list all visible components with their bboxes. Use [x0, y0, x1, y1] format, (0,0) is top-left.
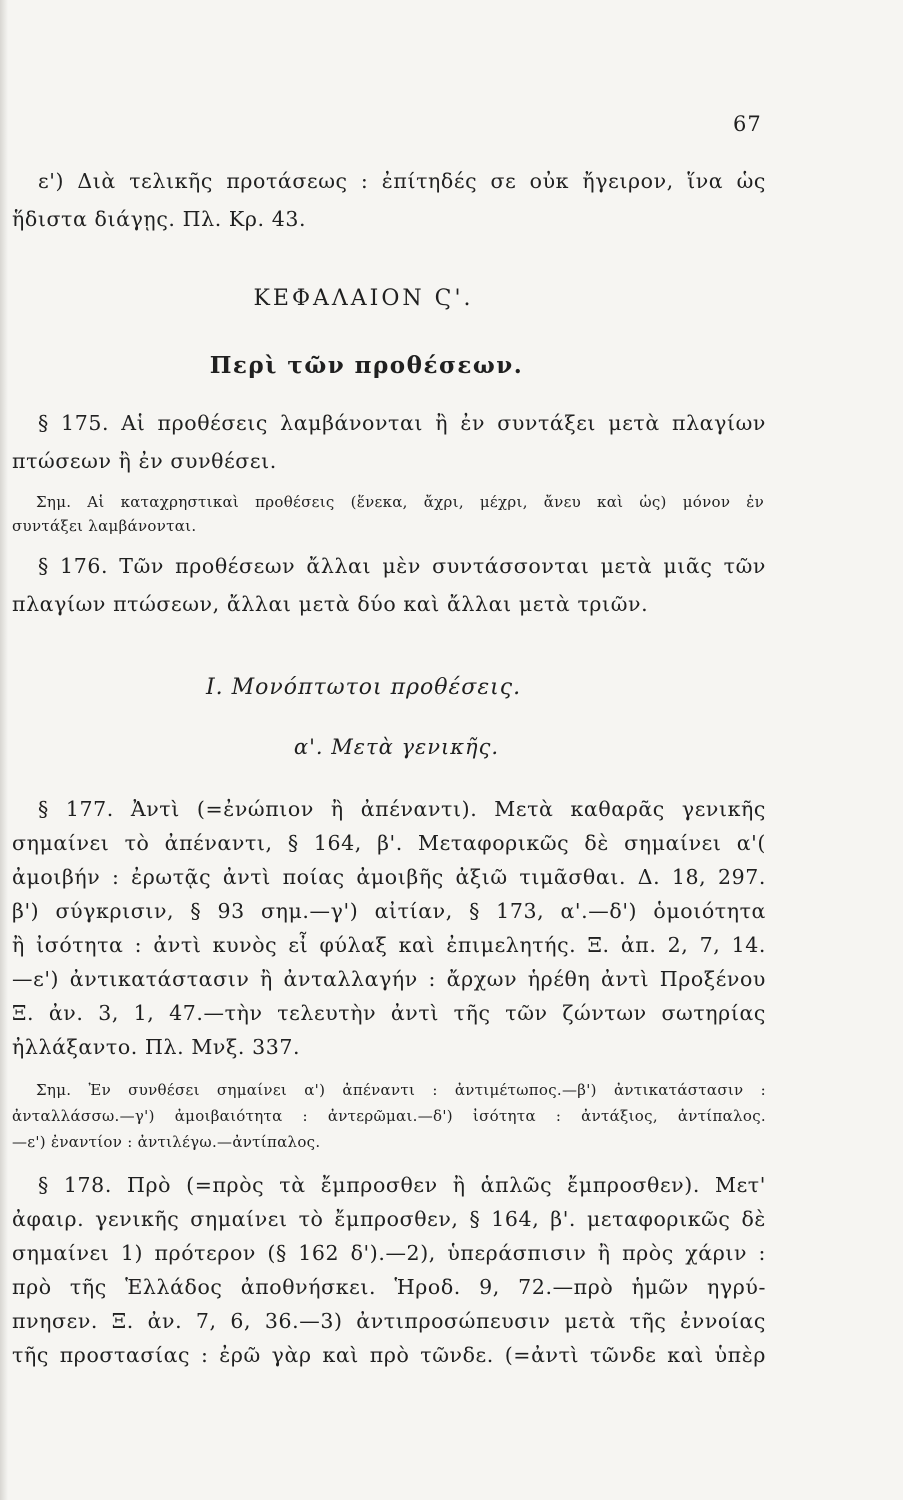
chapter-title: ΚΕΦΑΛΑΙΟΝ Ϛ'. — [253, 286, 474, 311]
paragraph-177-line: ἠλλάξαντο. Πλ. Μνξ. 337. — [12, 1035, 301, 1059]
paragraph-177-line: ἢ ἰσότητα : ἀντὶ κυνὸς εἶ φύλαξ καὶ ἐπιμελητής. Ξ. ἀπ. 2, 7, 14. — [12, 933, 766, 957]
paragraph-178-line: § 178. Πρὸ (=πρὸς τὰ ἔμπροσθεν ἢ ἁπλῶς ἔμπροσθεν). Μετ' — [38, 1173, 766, 1197]
text-line: ἥδιστα διάγῃς. Πλ. Κρ. 43. — [12, 207, 307, 231]
paragraph-177-line: β') σύγκρισιν, § 93 σημ.—γ') αἰτίαν, § 173, α'.—δ') ὁμοιότητα — [12, 899, 766, 923]
paragraph-178-line: σημαίνει 1) πρότερον (§ 162 δ').—2), ὑπεράσπισιν ἢ πρὸς χάριν : — [12, 1241, 766, 1265]
paragraph-175-line: § 175. Αἱ προθέσεις λαμβάνονται ἢ ἐν συντάξει μετὰ πλαγίων — [38, 411, 766, 435]
paragraph-178-line: τῆς προστασίας : ἐρῶ γὰρ καὶ πρὸ τῶνδε. (=ἀντὶ τῶνδε καὶ ὑπὲρ — [12, 1343, 766, 1367]
paragraph-178-line: πρὸ τῆς Ἑλλάδος ἀποθνήσκει. Ἡροδ. 9, 72.—πρὸ ἡμῶν ηγρύ- — [12, 1275, 766, 1299]
paragraph-177-line: § 177. Ἀντὶ (=ἐνώπιον ἢ ἀπέναντι). Μετὰ καθαρᾶς γενικῆς — [38, 797, 766, 821]
paragraph-177-line: σημαίνει τὸ ἀπέναντι, § 164, β'. Μεταφορικῶς δὲ σημαίνει α'( — [12, 831, 766, 855]
paragraph-176-line: § 176. Τῶν προθέσεων ἄλλαι μὲν συντάσσονται μετὰ μιᾶς τῶν — [38, 554, 766, 578]
section-heading: Περὶ τῶν προθέσεων. — [209, 352, 524, 379]
subheading-genitive: α'. Μετὰ γενικῆς. — [293, 735, 500, 759]
note-175-line: συντάξει λαμβάνονται. — [12, 517, 197, 535]
subheading-monoptotic: Ι. Μονόπτωτοι προθέσεις. — [205, 675, 522, 700]
note-177-line: —ε') ἐναντίον : ἀντιλέγω.—ἀντίπαλος. — [12, 1133, 321, 1151]
paragraph-177-line: ἀμοιβήν : ἐρωτᾷς ἀντὶ ποίας ἀμοιβῆς ἀξιῶ τιμᾶσθαι. Δ. 18, 297. — [12, 865, 766, 889]
paragraph-178-line: πνησεν. Ξ. ἀν. 7, 6, 36.—3) ἀντιπροσώπευσιν μετὰ τῆς ἐννοίας — [12, 1309, 766, 1333]
paragraph-176-line: πλαγίων πτώσεων, ἄλλαι μετὰ δύο καὶ ἄλλαι μετὰ τριῶν. — [12, 592, 649, 616]
paragraph-177-line: —ε') ἀντικατάστασιν ἢ ἀνταλλαγήν : ἄρχων ἡρέθη ἀντὶ Προξένου — [12, 967, 766, 991]
paragraph-177-line: Ξ. ἀν. 3, 1, 47.—τὴν τελευτὴν ἀντὶ τῆς τῶν ζώντων σωτηρίας — [12, 1001, 766, 1025]
paragraph-178-line: ἀφαιρ. γενικῆς σημαίνει τὸ ἔμπροσθεν, § 164, β'. μεταφορικῶς δὲ — [12, 1207, 766, 1231]
page-number: 67 — [733, 112, 762, 136]
paragraph-175-line: πτώσεων ἢ ἐν συνθέσει. — [12, 449, 277, 473]
note-175-line: Σημ. Αἱ καταχρηστικαὶ προθέσεις (ἕνεκα, ἄχρι, μέχρι, ἄνευ καὶ ὡς) μόνον ἐν — [36, 493, 764, 511]
note-177-line: ἀνταλλάσσω.—γ') ἀμοιβαιότητα : ἀντερῶμαι.—δ') ἰσότητα : ἀντάξιος, ἀντίπαλος. — [12, 1107, 766, 1125]
text-line: ε') Διὰ τελικῆς προτάσεως : ἐπίτηδές σε οὐκ ἤγειρον, ἵνα ὡς — [38, 169, 766, 193]
note-177-line: Σημ. Ἐν συνθέσει σημαίνει α') ἀπέναντι : ἀντιμέτωπος.—β') ἀντικατάστασιν : — [36, 1081, 766, 1099]
